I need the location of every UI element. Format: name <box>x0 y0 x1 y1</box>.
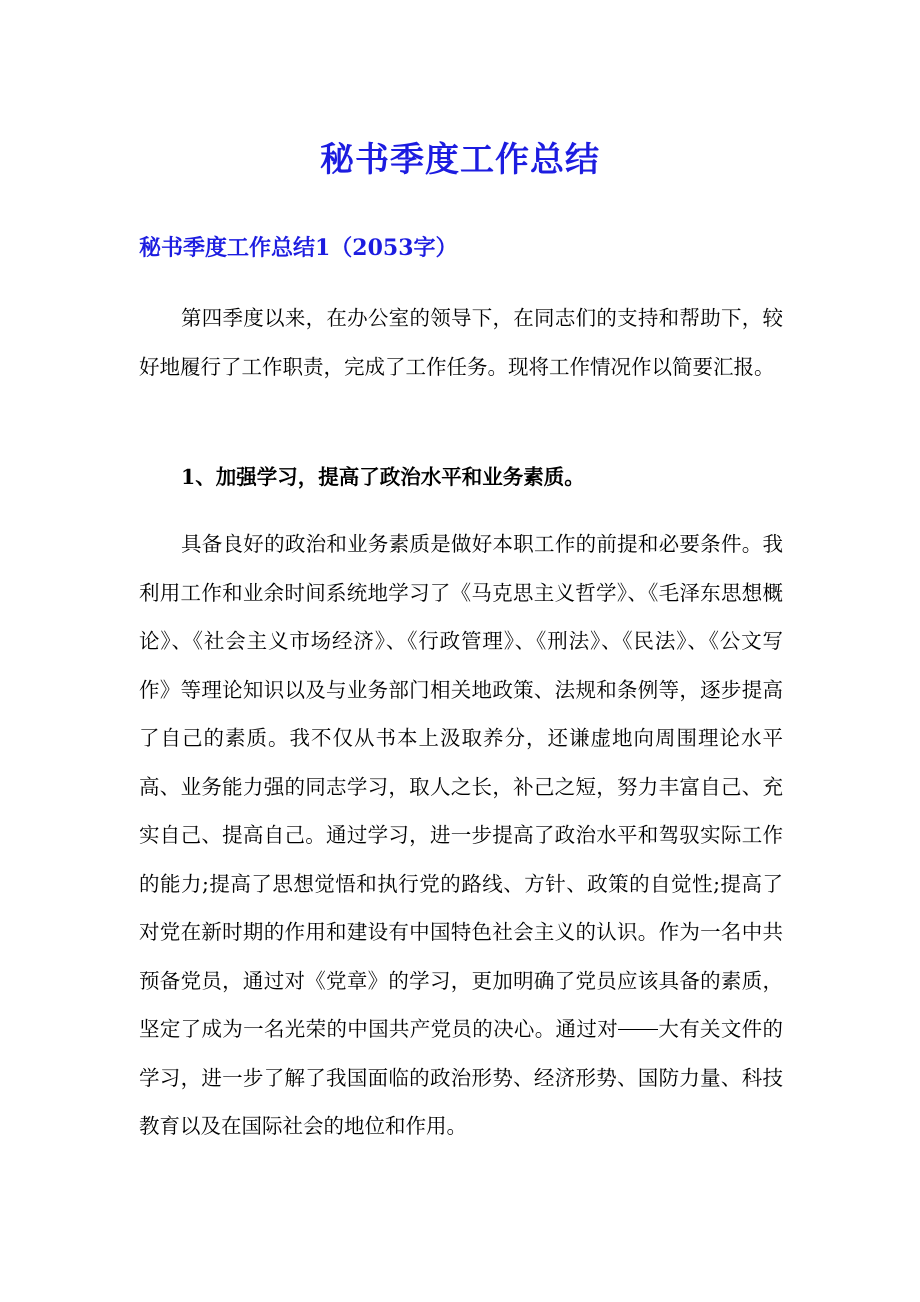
study-paragraph-text-2: 大有关文件的学习，进一步了解了我国面临的政治形势、经济形势、国防力量、科技教育以及在国际社会的地位和作用。 <box>139 1017 784 1138</box>
intro-paragraph: 第四季度以来，在办公室的领导下，在同志们的支持和帮助下，较好地履行了工作职责，完成了工作任务。现将工作情况作以简要汇报。 <box>139 306 783 379</box>
subheading-study: 1、加强学习，提高了政治水平和业务素质。 <box>181 465 585 489</box>
section-heading: 秘书季度工作总结1（2053字） <box>139 235 458 261</box>
fill-in-blank <box>618 1008 658 1030</box>
document-title: 秘书季度工作总结 <box>320 140 600 180</box>
study-paragraph <box>139 520 783 1151</box>
study-paragraph-text-1: 具备良好的政治和业务素质是做好本职工作的前提和必要条件。我利用工作和业余时间系统地学习了《马克思主义哲学》、《毛泽东思想概论》、《社会主义市场经济》、《行政管理》、《刑法》、《民法》、《公文写作》等理论知识以及与业务部门相关地政策、法规和条例等，逐步提高了自己的素质。我不仅从书本上汲取养分，还谦虚地向周围理论水平高、业务能力强的同志学习，取人之长，补己之短，努力丰富自己、充实自己、提高自己。通过学习，进一步提高了政治水平和驾驭实际工作的能力;提高了思想觉悟和执行党的路线、方针、政策的自觉性;提高了对党在新时期的作用和建设有中国特色社会主义的认识。作为一名中共预备党员，通过对《党章》的学习，更加明确了党员应该具备的素质，坚定了成为一名光荣的中国共产党员的决心。通过对 <box>139 532 783 1041</box>
